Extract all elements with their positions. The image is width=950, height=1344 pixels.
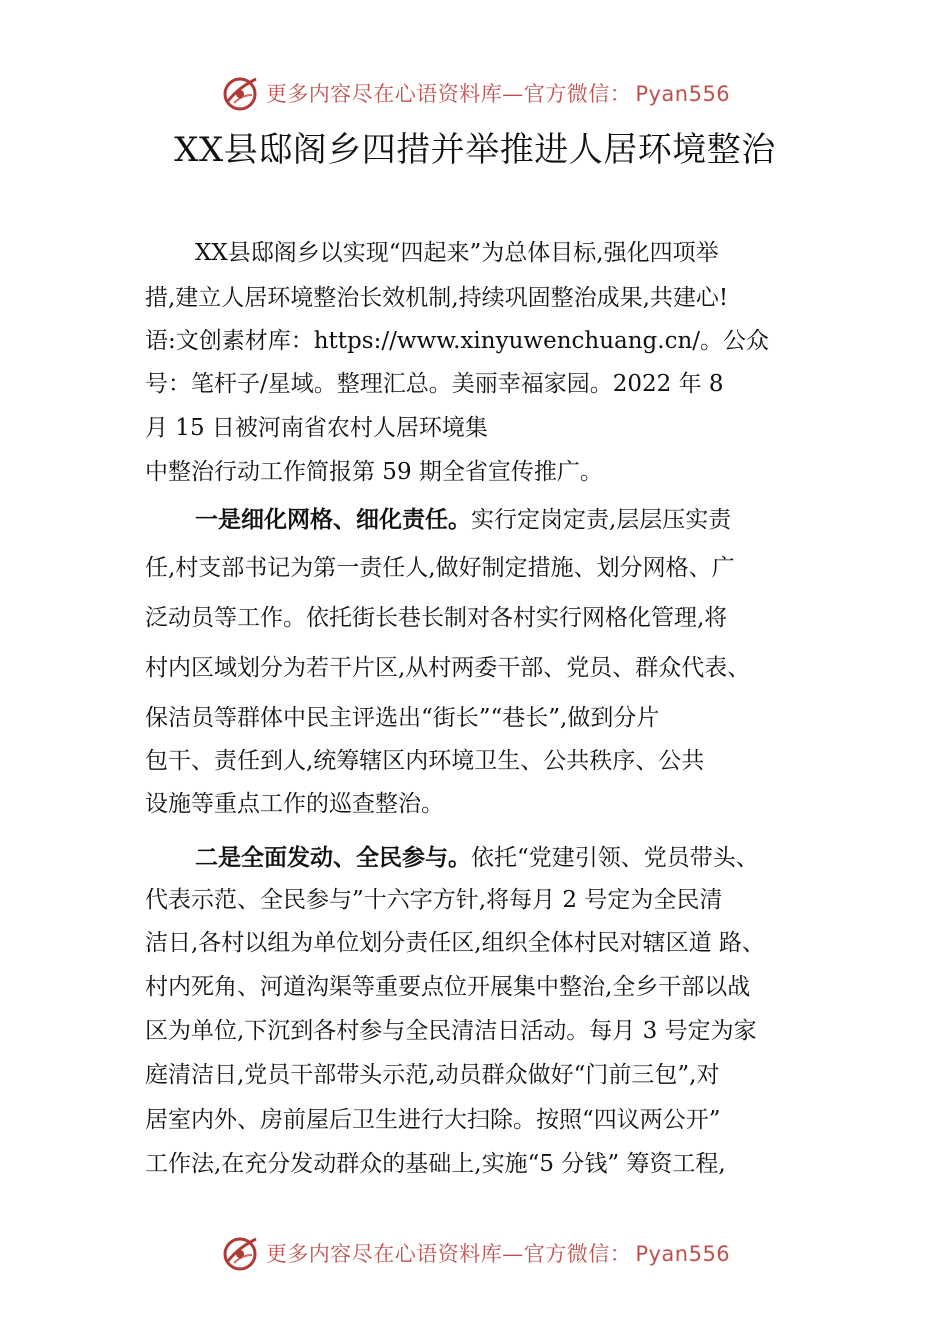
text-line: 二是全面发动、全民参与。依托“党建引领、党员带头、 [195,845,759,871]
text-line: 包干、责任到人,统筹辖区内环境卫生、公共秩序、公共 [145,748,705,774]
text-line: 洁日,各村以组为单位划分责任区,组织全体村民对辖区道 路、 [145,930,765,956]
text-line: 村内区域划分为若干片区,从村两委干部、党员、群众代表、 [145,655,751,681]
text-line: 村内死角、河道沟渠等重要点位开展集中整治,全乡干部以战 [145,974,751,1000]
footer-watermark-banner [0,1228,950,1278]
section-2-heading: 二是全面发动、全民参与。 [195,845,471,871]
document-title: XX县邸阁乡四措并举推进人居环境整治 [174,130,776,170]
text-line: 保洁员等群体中民主评选出“街长”“巷长”,做到分片 [145,705,660,731]
text-line: 月 15 日被河南省农村人居环境集 [145,415,488,441]
text-line: 语:文创素材库：https://www.xinyuwenchuang.cn/。公众 [145,328,770,354]
text-line: 泛动员等工作。依托街长巷长制对各村实行网格化管理,将 [145,605,728,631]
logo-icon [220,73,260,113]
banner-text: 更多内容尽在心语资料库—官方微信： Pyan556 [265,82,731,106]
text-line: 号：笔杆子/星域。整理汇总。美丽幸福家园。2022 年 8 [145,371,724,397]
text-line: 设施等重点工作的巡查整治。 [145,791,444,817]
header-watermark-banner [0,68,950,118]
section-1-heading: 一是细化网格、细化责任。 [195,507,471,533]
text-line: 任,村支部书记为第一责任人,做好制定措施、划分网格、广 [145,555,735,581]
text-line: 代表示范、全民参与”十六字方针,将每月 2 号定为全民清 [145,887,723,913]
banner-text: 更多内容尽在心语资料库—官方微信： Pyan556 [265,1242,731,1266]
text-line: 措,建立人居环境整治长效机制,持续巩固整治成果,共建心! [145,285,729,311]
text-line: 中整治行动工作简报第 59 期全省宣传推广。 [145,459,603,485]
text-line: 一是细化网格、细化责任。实行定岗定责,层层压实责 [195,507,732,533]
text-line: 居室内外、房前屋后卫生进行大扫除。按照“四议两公开” [145,1107,721,1133]
text-line: 区为单位,下沉到各村参与全民清洁日活动。每月 3 号定为家 [145,1018,757,1044]
text-line: 工作法,在充分发动群众的基础上,实施“5 分钱” 筹资工程, [145,1151,726,1177]
text-line: 庭清洁日,党员干部带头示范,动员群众做好“门前三包”,对 [145,1062,720,1088]
logo-icon [220,1233,260,1273]
text-line: XX县邸阁乡以实现“四起来”为总体目标,强化四项举 [195,240,719,266]
